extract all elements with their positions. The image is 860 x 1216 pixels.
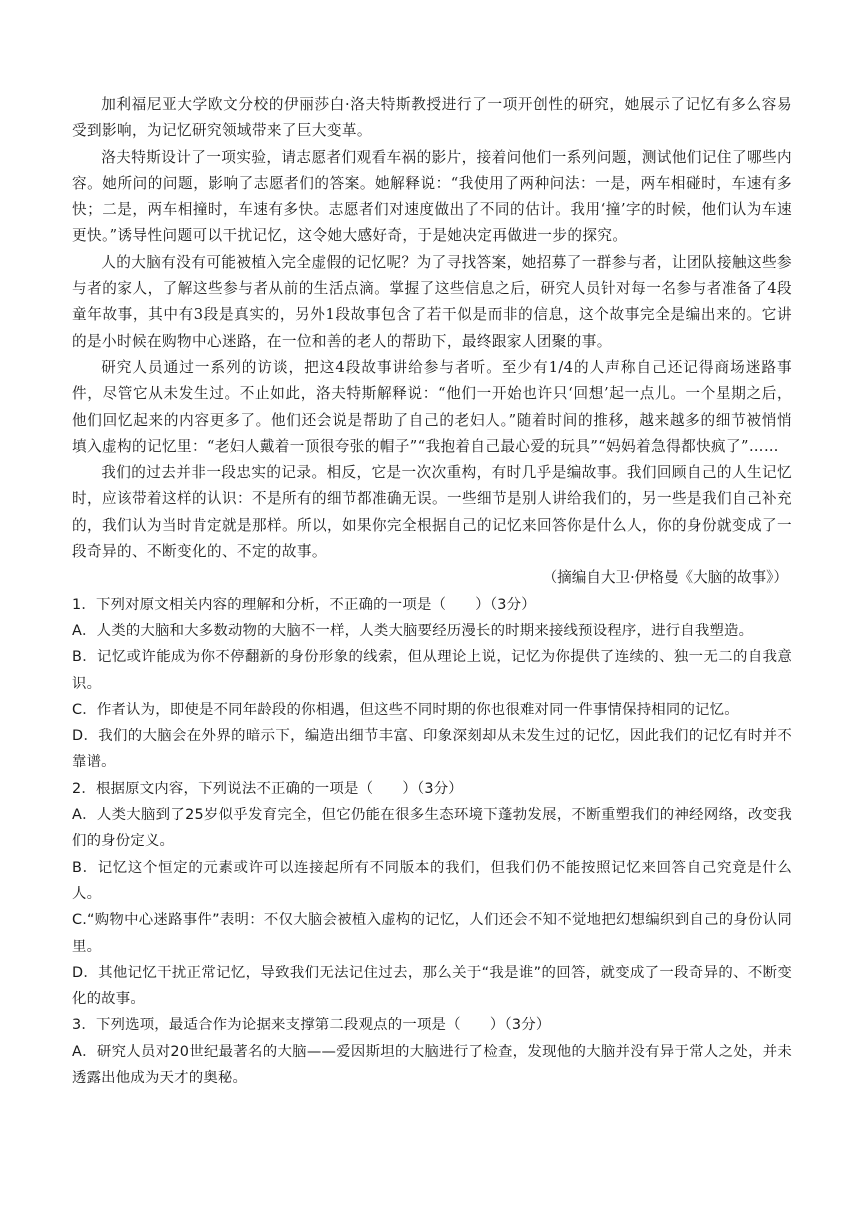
question-1 <box>72 592 792 776</box>
question-2 <box>72 776 792 1013</box>
passage-paragraph-3: 人的大脑有没有可能被植入完全虚假的记忆呢？为了寻找答案，她招募了一群参与者，让团队接触这些参与者的家人，了解这些参与者从前的生活点滴。掌握了这些信息之后，研究人员针对每一名参与者准备了4段童年故事，其中有3段是真实的，另外1段故事包含了若干似是而非的信息，这个故事完全是编出来的。它讲的是小时候在购物中心迷路，在一位和善的老人的帮助下，最终跟家人团聚的事。 <box>72 253 792 350</box>
passage-paragraph-4: 研究人员通过一系列的访谈，把这4段故事讲给参与者听。至少有1/4的人声称自己还记得商场迷路事件，尽管它从未发生过。不止如此，洛夫特斯解释说：“他们一开始也许只‘回想’起一点儿。一个星期之后，他们回忆起来的内容更多了。他们还会说是帮助了自己的老妇人。”随着时间的推移，越来越多的细节被悄悄填入虚构的记忆里：“老妇人戴着一顶很夸张的帽子”“我抱着自己最心爱的玩具”“妈妈着急得都快疯了”…… <box>72 358 792 455</box>
question-stem: 3．下列选项，最适合作为论据来支撑第二段观点的一项是（ ）（3分） <box>72 1017 551 1034</box>
question-3 <box>72 1012 792 1091</box>
option-c: C．作者认为，即使是不同年龄段的你相遇，但这些不同时期的你也很难对同一件事情保持相同的记忆。 <box>72 701 739 718</box>
question-stem: 2．根据原文内容，下列说法不正确的一项是（ ）（3分） <box>72 780 463 797</box>
passage-source: （摘编自大卫·伊格曼《大脑的故事》） <box>542 569 788 587</box>
option-c: C.“购物中心迷路事件”表明：不仅大脑会被植入虚构的记忆，人们还会不知不觉地把幻想编织到自己的身份认同里。 <box>72 912 792 955</box>
option-d: D．其他记忆干扰正常记忆，导致我们无法记住过去，那么关于“我是谁”的回答，就变成了一段奇异的、不断变化的故事。 <box>72 964 792 1008</box>
passage-paragraph-5: 我们的过去并非一段忠实的记录。相反，它是一次次重构，有时几乎是编故事。我们回顾自己的人生记忆时，应该带着这样的认识：不是所有的细节都准确无误。一些细节是别人讲给我们的，另一些是我们自己补充的，我们认为当时肯定就是那样。所以，如果你完全根据自己的记忆来回答你是什么人，你的身份就变成了一段奇异的、不断变化的、不定的故事。 <box>72 464 792 561</box>
passage-paragraph-1: 加利福尼亚大学欧文分校的伊丽莎白·洛夫特斯教授进行了一项开创性的研究，她展示了记忆有多么容易受到影响，为记忆研究领域带来了巨大变革。 <box>72 96 792 140</box>
option-b: B．记忆这个恒定的元素或许可以连接起所有不同版本的我们，但我们仍不能按照记忆来回答自己究竟是什么人。 <box>72 859 792 902</box>
exam-page <box>72 92 792 1091</box>
reading-passage <box>72 92 792 565</box>
option-a: A．人类大脑到了25岁似乎发育完全，但它仍能在很多生态环境下蓬勃发展，不断重塑我们的神经网络，改变我们的身份定义。 <box>72 807 792 850</box>
option-d: D．我们的大脑会在外界的暗示下，编造出细节丰富、印象深刻却从未发生过的记忆，因此我们的记忆有时并不靠谱。 <box>72 728 792 771</box>
option-a: A．研究人员对20世纪最著名的大脑——爱因斯坦的大脑进行了检查，发现他的大脑并没有异于常人之处，并未透露出他成为天才的奥秘。 <box>72 1043 792 1086</box>
passage-paragraph-2: 洛夫特斯设计了一项实验，请志愿者们观看车祸的影片，接着问他们一系列问题，测试他们记住了哪些内容。她所问的问题，影响了志愿者们的答案。她解释说：“我使用了两种问法：一是，两车相碰时，车速有多快；二是，两车相撞时，车速有多快。志愿者们对速度做出了不同的估计。我用‘撞’字的时候，他们认为车速更快。”诱导性问题可以干扰记忆，这令她大感好奇，于是她决定再做进一步的探究。 <box>72 148 792 245</box>
option-a: A．人类的大脑和大多数动物的大脑不一样，人类大脑要经历漫长的时期来接线预设程序，进行自我塑造。 <box>72 622 754 639</box>
question-stem: 1．下列对原文相关内容的理解和分析，不正确的一项是（ ）（3分） <box>72 596 536 613</box>
option-b: B．记忆或许能成为你不停翻新的身份形象的线索，但从理论上说，记忆为你提供了连续的、独一无二的自我意识。 <box>72 649 792 692</box>
